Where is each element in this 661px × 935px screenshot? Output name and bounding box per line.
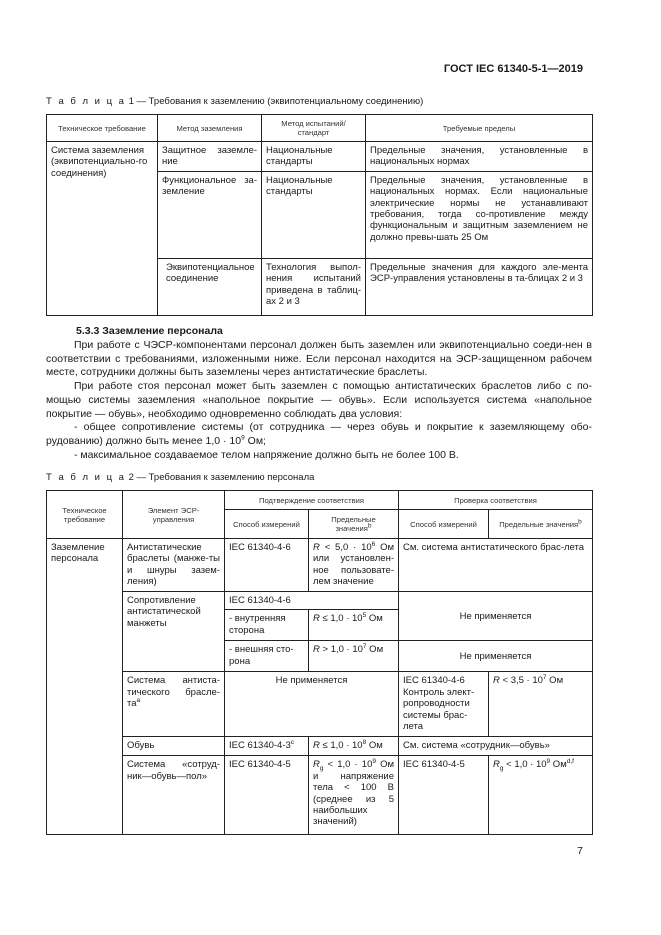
table-row — [47, 539, 593, 592]
check-method-cell: IEC 61340-4-5 — [399, 756, 489, 835]
table-row — [47, 756, 593, 835]
element-cell: Антистатические браслеты (манже-ты и шнуры зазем-ления) — [123, 539, 225, 592]
element-cell: Система «сотруд-ник—обувь—пол» — [123, 756, 225, 835]
section-title: 5.3.3 Заземление персонала — [76, 325, 223, 337]
header-method: Способ измерений — [225, 510, 309, 539]
table-grounding-requirements — [46, 114, 593, 316]
document-header: ГОСТ IEC 61340-5-1—2019 — [443, 63, 583, 75]
bullet-item: - общее сопротивление системы (от сотрудника — через обувь и покрытие к заземляющему обо-рудованию) должно быть менее $1,0 \cdot 10^9$ Ом; — [46, 421, 592, 447]
not-applicable-cell: Не применяется — [399, 592, 593, 641]
section-body — [46, 339, 592, 462]
bullet-item: - максимальное создаваемое телом напряжение должно быть не более 100 В. — [74, 448, 459, 461]
method-cell: Функциональное за-земление — [158, 171, 262, 258]
method-cell: IEC 61340-4-6 — [225, 539, 309, 592]
check-cell: См. система «сотрудник—обувь» — [399, 737, 593, 756]
limit-cell: $R \le 1,0 \cdot 10^5$ Ом — [309, 610, 399, 641]
limits-cell: Предельные значения для каждого эле-мента ЭСР-управления установлены в та-блицах 2 и 3 — [366, 258, 593, 315]
header-requirement: Техническое требование — [47, 115, 158, 142]
header-requirement: Техническое требование — [47, 491, 123, 539]
test-cell: Технология выпол-нения испытаний приведена в таблиц-ах 2 и 3 — [262, 258, 366, 315]
table-header-row — [47, 491, 593, 510]
element-cell: Система антиста-тического брасле-$та^a$ — [123, 672, 225, 737]
limit-cell: $R < 5,0 \cdot 10^6$ Ом или установлен-ное пользовате-лем значение — [309, 539, 399, 592]
limit-cell: $R > 1,0 \cdot 10^7$ Ом — [309, 641, 399, 672]
not-applicable-cell: Не применяется — [225, 672, 399, 737]
not-applicable-cell: Не применяется — [399, 641, 593, 672]
header-limit: Предельные значения$^b$ — [309, 510, 399, 539]
limits-cell: Предельные значения, установленные в национальных нормах — [366, 142, 593, 172]
table-personnel-grounding — [46, 490, 593, 835]
check-limit-cell: $R_g < 1,0 \cdot 10^9$ Ом$^{d,f}$ — [489, 756, 593, 835]
table-row — [47, 142, 593, 172]
table-row — [47, 737, 593, 756]
method-cell: IEC 61340-4-5 — [225, 756, 309, 835]
table-header-row — [47, 115, 593, 142]
header-limits: Требуемые пределы — [366, 115, 593, 142]
header-element: Элемент ЭСР-управления — [123, 491, 225, 539]
header-limit: Предельные значения$^b$ — [489, 510, 593, 539]
header-method: Метод заземления — [158, 115, 262, 142]
method-cell: Защитное заземле-ние — [158, 142, 262, 172]
sub-method-cell: - внутренняя сторона — [225, 610, 309, 641]
table-row — [47, 592, 593, 610]
table-row — [47, 672, 593, 737]
requirement-cell: Система заземления (эквипотенциально-го соединения) — [47, 142, 158, 316]
table1-caption: Т а б л и ц а 1 — Требования к заземлению (эквипотенциальному соединению) — [46, 96, 424, 107]
header-check: Проверка соответствия — [399, 491, 593, 510]
check-cell: См. система антистатического брас-лета — [399, 539, 593, 592]
header-test-standard: Метод испытаний/стандарт — [262, 115, 366, 142]
test-cell: Национальные стандарты — [262, 171, 366, 258]
check-method-cell: IEC 61340-4-6 Контроль элект-ропроводности системы брас-лета — [399, 672, 489, 737]
method-cell: IEC 61340-4-3$^c$ — [225, 737, 309, 756]
test-cell: Национальные стандарты — [262, 142, 366, 172]
paragraph: При работе с ЧЭСР-компонентами персонал должен быть заземлен или эквипотенциально соеди-нен в соответствии с требованиями, изложенными ниже. Если персонал находится на ЭСР-защищенном рабочем месте, сотрудники должны быть заземлены через антистатические браслеты. — [46, 339, 592, 379]
paragraph: При работе стоя персонал может быть заземлен с помощью антистатических браслетов либо с по-мощью системы заземления «напольное покрытие — обувь». Если используется система «напольное покрытие — обувь», необходимо одновременно соблюдать два условия: — [46, 380, 592, 420]
limit-cell: $R_g < 1,0 \cdot 10^9$ Ом и напряжение тела < 100 В (среднее из 5 наибольших значений) — [309, 756, 399, 835]
element-cell: Сопротивление антистатической манжеты — [123, 592, 225, 672]
limit-cell: $R \le 1,0 \cdot 10^8$ Ом — [309, 737, 399, 756]
sub-method-cell: - внешняя сто-рона — [225, 641, 309, 672]
method-cell: IEC 61340-4-6 — [225, 592, 399, 610]
table2-caption: Т а б л и ц а 2 — Требования к заземлению персонала — [46, 472, 315, 483]
check-limit-cell: $R < 3,5 \cdot 10^7$ Ом — [489, 672, 593, 737]
element-cell: Обувь — [123, 737, 225, 756]
limits-cell: Предельные значения, установленные в национальных нормах. Если национальные электрические нормы не устанавливают требования, тогда со-противление между функциональным и защитным заземлением не должно превы-шать 25 Ом — [366, 171, 593, 258]
requirement-cell: Заземление персонала — [47, 539, 123, 835]
method-cell: Эквипотенциальное соединение — [158, 258, 262, 315]
page-number: 7 — [577, 845, 583, 857]
header-confirmation: Подтверждение соответствия — [225, 491, 399, 510]
header-method: Способ измерений — [399, 510, 489, 539]
